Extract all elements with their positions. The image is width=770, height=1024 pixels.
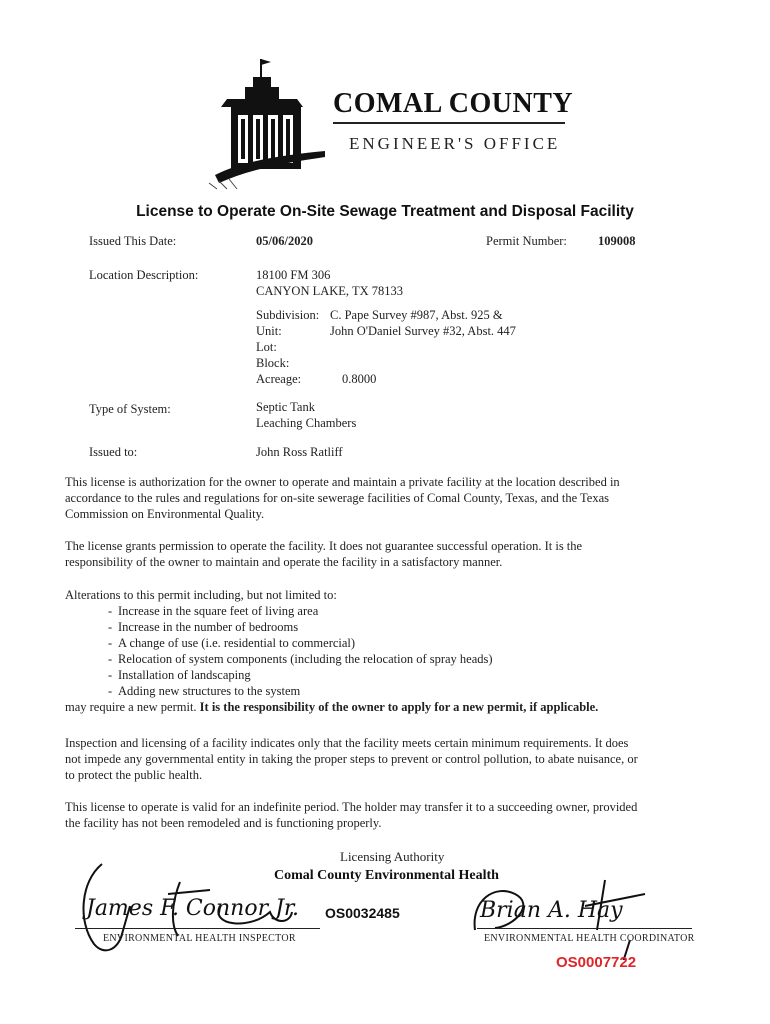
subdivision-value1: C. Pape Survey #987, Abst. 925 & [330,308,503,322]
system-type-label: Type of System: [89,402,171,416]
authorization-paragraph: This license is authorization for the owner to operate and maintain a private facility at the location described in accordance to the rules and regulations for on-site sewerage facilities of Comal County, Texas, and the Texas Commission on Environmental Quality. [65,475,620,521]
issued-to-label: Issued to: [89,445,138,459]
alteration-text: Increase in the number of bedrooms [118,620,299,634]
responsibility-text: It is the responsibility of the owner to apply for a new permit, if applicable. [199,700,599,714]
inspector-signature: James F. Connor Jr. [86,896,300,921]
coordinator-signature: Brian A. Hay [480,898,623,923]
alteration-item [65,683,640,699]
alterations-section [65,587,640,715]
authority-name: Comal County Environmental Health [274,868,499,883]
alteration-item [65,619,640,635]
acreage-value: 0.8000 [342,372,377,386]
issued-to-value: John Ross Ratliff [256,445,343,459]
alteration-text: Installation of landscaping [118,668,251,682]
permit-number-value: 109008 [598,234,636,248]
inspector-code: OS0032485 [325,905,400,921]
county-name: COMAL COUNTY [333,88,574,119]
alteration-item [65,603,640,619]
inspector-signature-line [75,928,320,929]
alteration-item [65,635,640,651]
issued-date-label: Issued This Date: [89,234,177,248]
coordinator-signature-line [477,928,692,929]
block-label: Block: [256,356,290,370]
alterations-list [65,603,640,699]
address-line1: 18100 FM 306 [256,268,331,282]
unit-label: Unit: [256,324,282,338]
system-line2: Leaching Chambers [256,416,357,430]
inspector-title: ENVIRONMENTAL HEALTH INSPECTOR [103,933,296,944]
issued-date-value: 05/06/2020 [256,234,313,248]
alteration-text: A change of use (i.e. residential to commercial) [118,636,356,650]
lot-label: Lot: [256,340,277,354]
authority-label: Licensing Authority [340,849,445,864]
subdivision-value2: John O'Daniel Survey #32, Abst. 447 [330,324,516,338]
courthouse-logo-icon [205,55,335,190]
office-name: ENGINEER'S OFFICE [349,134,561,153]
header-rule [333,122,565,124]
may-require-text: may require a new permit. [65,700,197,714]
location-label: Location Description: [89,268,199,282]
coordinator-code: OS0007722 [556,954,637,971]
validity-paragraph: This license to operate is valid for an indefinite period. The holder may transfer it to a succeeding owner, provided the facility has not been remodeled and is functioning properly. [65,800,638,830]
new-permit-notice [65,699,640,715]
permit-number-label: Permit Number: [486,234,567,248]
alteration-item [65,667,640,683]
document-title: License to Operate On-Site Sewage Treatment and Disposal Facility [136,203,634,220]
address-line2: CANYON LAKE, TX 78133 [256,284,403,298]
inspection-paragraph: Inspection and licensing of a facility indicates only that the facility meets certain minimum requirements. It does not impede any governmental entity in taking the proper steps to prevent or control pollution, to abate nuisance, or to protect the public health. [65,736,638,782]
system-line1: Septic Tank [256,400,315,414]
coordinator-title: ENVIRONMENTAL HEALTH COORDINATOR [484,933,695,944]
alteration-text: Adding new structures to the system [118,684,301,698]
subdivision-label: Subdivision: [256,308,320,322]
acreage-label: Acreage: [256,372,302,386]
alteration-item [65,651,640,667]
alteration-text: Relocation of system components (including the relocation of spray heads) [118,652,493,666]
alteration-text: Increase in the square feet of living area [118,604,319,618]
alterations-intro: Alterations to this permit including, but not limited to: [65,588,337,602]
permission-paragraph: The license grants permission to operate the facility. It does not guarantee successful operation. It is the responsibility of the owner to maintain and operate the facility in a satisfactory manner. [65,539,583,569]
